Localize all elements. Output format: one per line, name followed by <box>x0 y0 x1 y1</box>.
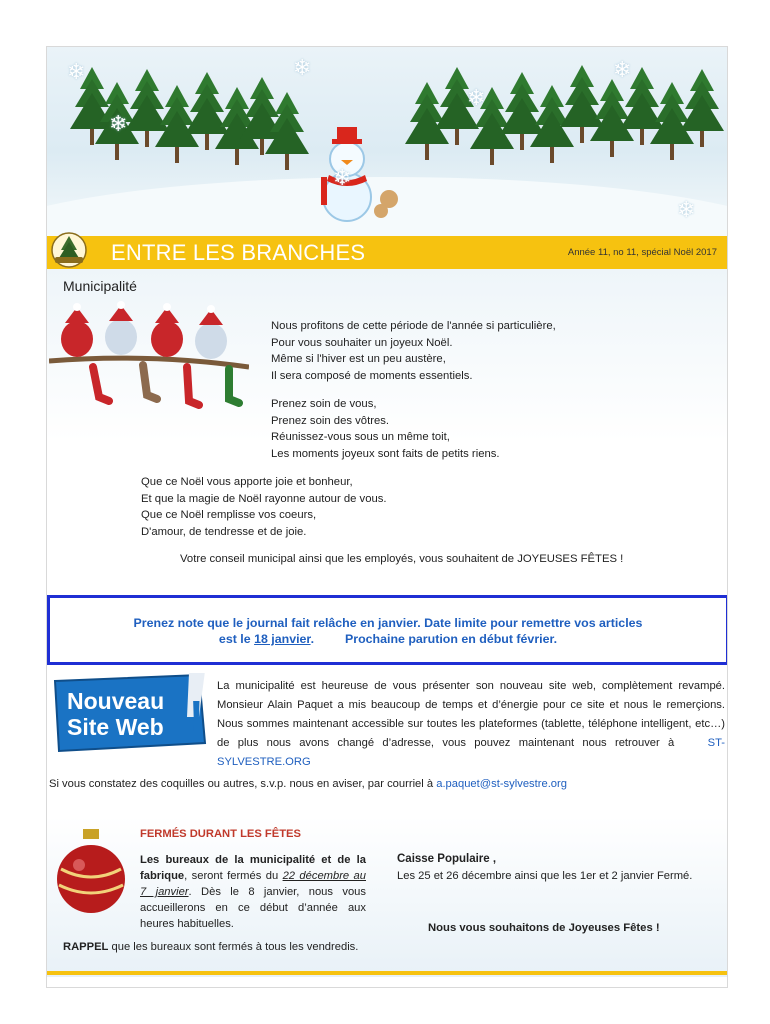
christmas-ornament-icon <box>53 825 129 917</box>
snowflake-icon: ❄ <box>677 197 696 222</box>
christmas-birds-illustration <box>49 301 249 419</box>
caisse-title: Caisse Populaire , <box>397 853 497 865</box>
notice-period: . <box>310 632 315 646</box>
edition-info: Année 11, no 11, spécial Noël 2017 <box>567 247 717 258</box>
winter-hero-illustration <box>47 47 727 237</box>
municipality-logo-icon <box>49 228 89 270</box>
new-website-badge <box>49 673 209 755</box>
poem-stanza-2: Prenez soin de vous, Prenez soin des vôtres. Réunissez-vous sous un même toit, Les moments joyeux sont faits de petits riens. <box>271 398 500 460</box>
badge-line-1: Nouveau <box>67 688 165 714</box>
snowflake-icon: ❄ <box>109 111 128 136</box>
next-issue: Prochaine parution en début février. <box>345 632 558 646</box>
deadline-date: 18 janvier <box>254 632 311 646</box>
snowflake-icon: ❄ <box>333 165 352 190</box>
closures-title: FERMÉS DURANT LES FÊTES <box>140 828 301 840</box>
snowflake-icon: ❄ <box>613 57 632 82</box>
reminder-label: RAPPEL <box>63 941 109 953</box>
office-closure-text <box>140 852 366 932</box>
newsletter-banner <box>47 236 727 269</box>
footer-bar <box>47 971 727 975</box>
closure-dates: 22 décembre au 7 janvier <box>140 870 366 898</box>
holiday-wishes: Nous vous souhaitons de Joyeuses Fêtes ! <box>428 922 660 934</box>
poem-stanza-1: Nous profitons de cette période de l'année si particulière, Pour vous souhaiter un joyeux Noël. Même si l'hiver est un peu austère, Il sera composé de moments essentiels. <box>271 320 556 382</box>
closure-end: . Dès le 8 janvier, nous vous accueillerons en ce début d’année aux heures habituelles. <box>140 886 366 930</box>
website-link[interactable]: ST-SYLVESTRE.ORG <box>217 737 726 768</box>
snowflake-icon: ❄ <box>467 85 486 110</box>
closure-mid: , seront fermés du <box>184 870 283 882</box>
bird-icon <box>61 303 93 357</box>
reminder-body: que les bureaux sont fermés à tous les vendredis. <box>108 941 359 953</box>
errata-request <box>49 778 567 790</box>
offices-label: Les bureaux de la municipalité et de la fabrique <box>140 854 366 882</box>
newsletter-page <box>46 46 728 988</box>
snowflake-icon: ❄ <box>67 59 86 84</box>
website-text: La municipalité est heureuse de vous présenter son nouveau site web, complètement revampé. Monsieur Alain Paquet a mis beaucoup de temps et d’énergie pour ce site et nous le remerçions. Nous sommes maintenant accessible sur toutes les plateformes (tablette, téléphone intelligent, etc…) de plus nous avons changé d’adresse, vous pouvez maintenant nous retrouver à <box>217 680 725 749</box>
exclamation-icon: ! <box>189 692 204 741</box>
reminder-text <box>63 939 368 955</box>
caisse-hours: Les 25 et 26 décembre ainsi que les 1er et 2 janvier Fermé. <box>397 870 693 882</box>
website-announcement <box>217 677 725 772</box>
newsletter-title: ENTRE LES BRANCHES <box>111 240 366 265</box>
poem-stanza-3: Que ce Noël vous apporte joie et bonheur, Et que la magie de Noël rayonne autour de vous. Que ce Noël remplisse vos coeurs, D'amour, de tendresse et de joie. <box>141 476 387 538</box>
errata-text: Si vous constatez des coquilles ou autres, s.v.p. nous en aviser, par courriel à <box>49 778 437 790</box>
notice-prefix: est le <box>218 632 255 646</box>
badge-line-2: Site Web <box>67 714 164 740</box>
section-title: Municipalité <box>63 278 137 294</box>
email-link[interactable]: a.paquet@st-sylvestre.org <box>436 778 567 790</box>
snowflake-icon: ❄ <box>293 55 312 80</box>
council-greeting: Votre conseil municipal ainsi que les employés, vous souhaitent de JOYEUSES FÊTES ! <box>180 553 624 565</box>
notice-line-2 <box>50 631 726 647</box>
publication-notice <box>47 595 728 665</box>
notice-line-1: Prenez note que le journal fait relâche en janvier. Date limite pour remettre vos articles <box>133 616 643 630</box>
